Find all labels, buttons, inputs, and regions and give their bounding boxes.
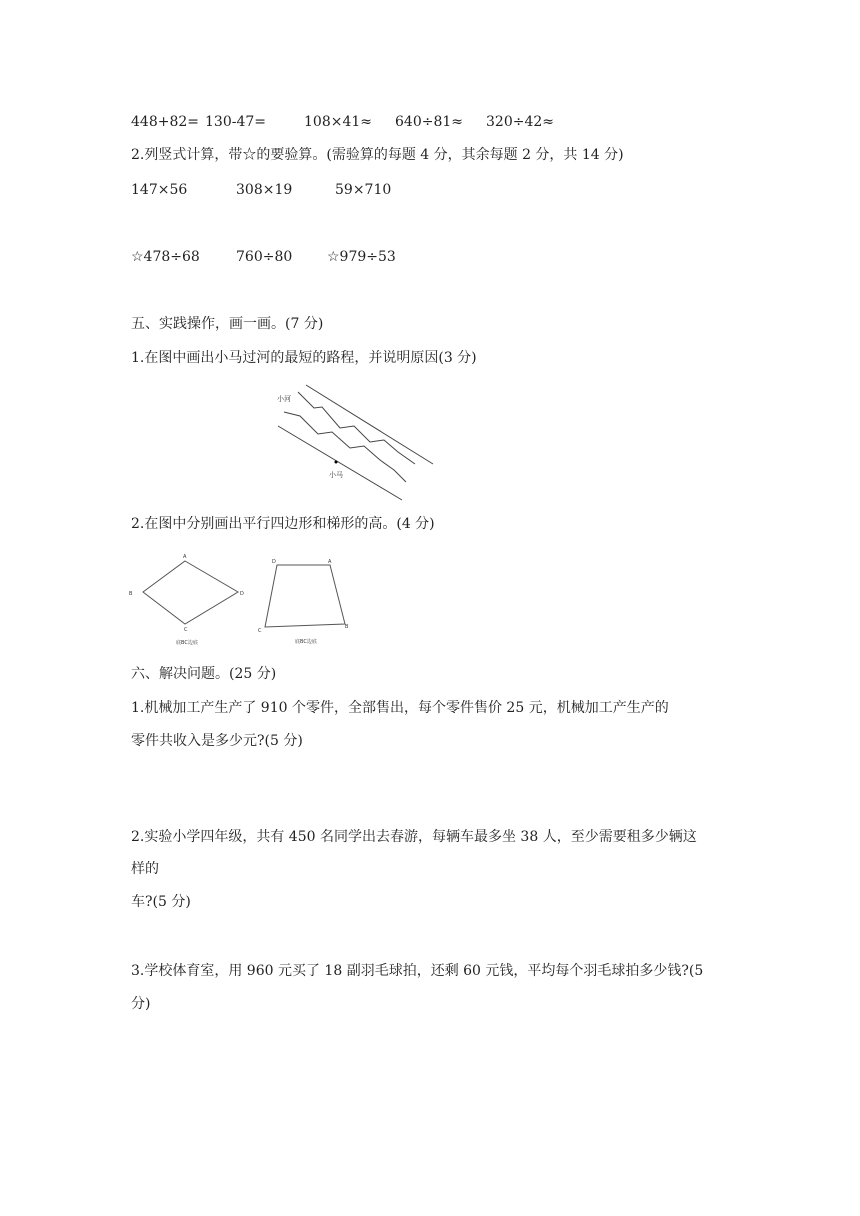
vertex-label-d: D <box>240 591 244 597</box>
section-6-heading: 六、解决问题。(25 分) <box>131 666 277 682</box>
river-diagram <box>270 382 440 504</box>
calc-expression: 59×710 <box>335 182 392 198</box>
calc-expression: 760÷80 <box>236 249 293 265</box>
calc-expression: 147×56 <box>131 182 188 198</box>
vertex-label-b: B <box>345 624 349 630</box>
figure-caption: 底BC边底 <box>295 639 317 645</box>
problem-1-text: 1.机械加工产生产了 910 个零件，全部售出，每个零件售价 25 元，机械加工产生产的 <box>131 700 669 716</box>
estimate-expression: 130-47= <box>205 114 266 130</box>
vertex-label-a: A <box>183 554 187 560</box>
calc-expression: ☆478÷68 <box>131 249 200 265</box>
calc-expression: ☆979÷53 <box>327 249 396 265</box>
horse-point <box>335 461 338 464</box>
river-bank-line <box>306 385 433 464</box>
estimate-expression: 640÷81≈ <box>395 114 463 130</box>
problem-2-text: 样的 <box>131 861 159 877</box>
problem-3-text: 3.学校体育室，用 960 元买了 18 副羽毛球拍，还剩 60 元钱，平均每个羽毛球拍多少钱?(5 <box>131 963 704 979</box>
estimate-expression: 108×41≈ <box>304 114 372 130</box>
vertex-label-c: C <box>258 628 262 634</box>
estimate-expression: 320÷42≈ <box>486 114 554 130</box>
vertex-label-a: A <box>328 559 332 565</box>
vertex-label-b: B <box>129 591 133 597</box>
figure-caption: 底BC边底 <box>176 640 198 646</box>
trapezoid-figure <box>255 556 355 648</box>
river-label: 小河 <box>277 395 291 403</box>
problem-2-text: 车?(5 分) <box>131 894 191 910</box>
vertex-label-c: C <box>184 627 188 633</box>
vertex-label-d: D <box>272 559 276 565</box>
river-wavy-edge <box>298 392 415 464</box>
rhombus-figure <box>127 553 251 647</box>
calc-expression: 308×19 <box>236 182 293 198</box>
section-5-question-1: 1.在图中画出小马过河的最短的路程，并说明原因(3 分) <box>131 350 477 366</box>
river-wavy-edge <box>284 412 406 482</box>
horse-label: 小马 <box>329 471 343 479</box>
problem-2-text: 2.实验小学四年级，共有 450 名同学出去春游，每辆车最多坐 38 人，至少需要租多少辆这 <box>131 829 697 845</box>
estimate-expression: 448+82= <box>131 114 199 130</box>
rhombus-shape <box>143 561 238 624</box>
vertical-calc-heading: 2.列竖式计算，带☆的要验算。(需验算的每题 4 分，其余每题 2 分，共 14 分) <box>131 147 624 163</box>
problem-3-text: 分) <box>131 996 151 1012</box>
trapezoid-shape <box>265 565 345 627</box>
section-5-heading: 五、实践操作，画一画。(7 分) <box>131 316 324 332</box>
problem-1-text: 零件共收入是多少元?(5 分) <box>131 733 303 749</box>
section-5-question-2: 2.在图中分别画出平行四边形和梯形的高。(4 分) <box>131 516 435 532</box>
